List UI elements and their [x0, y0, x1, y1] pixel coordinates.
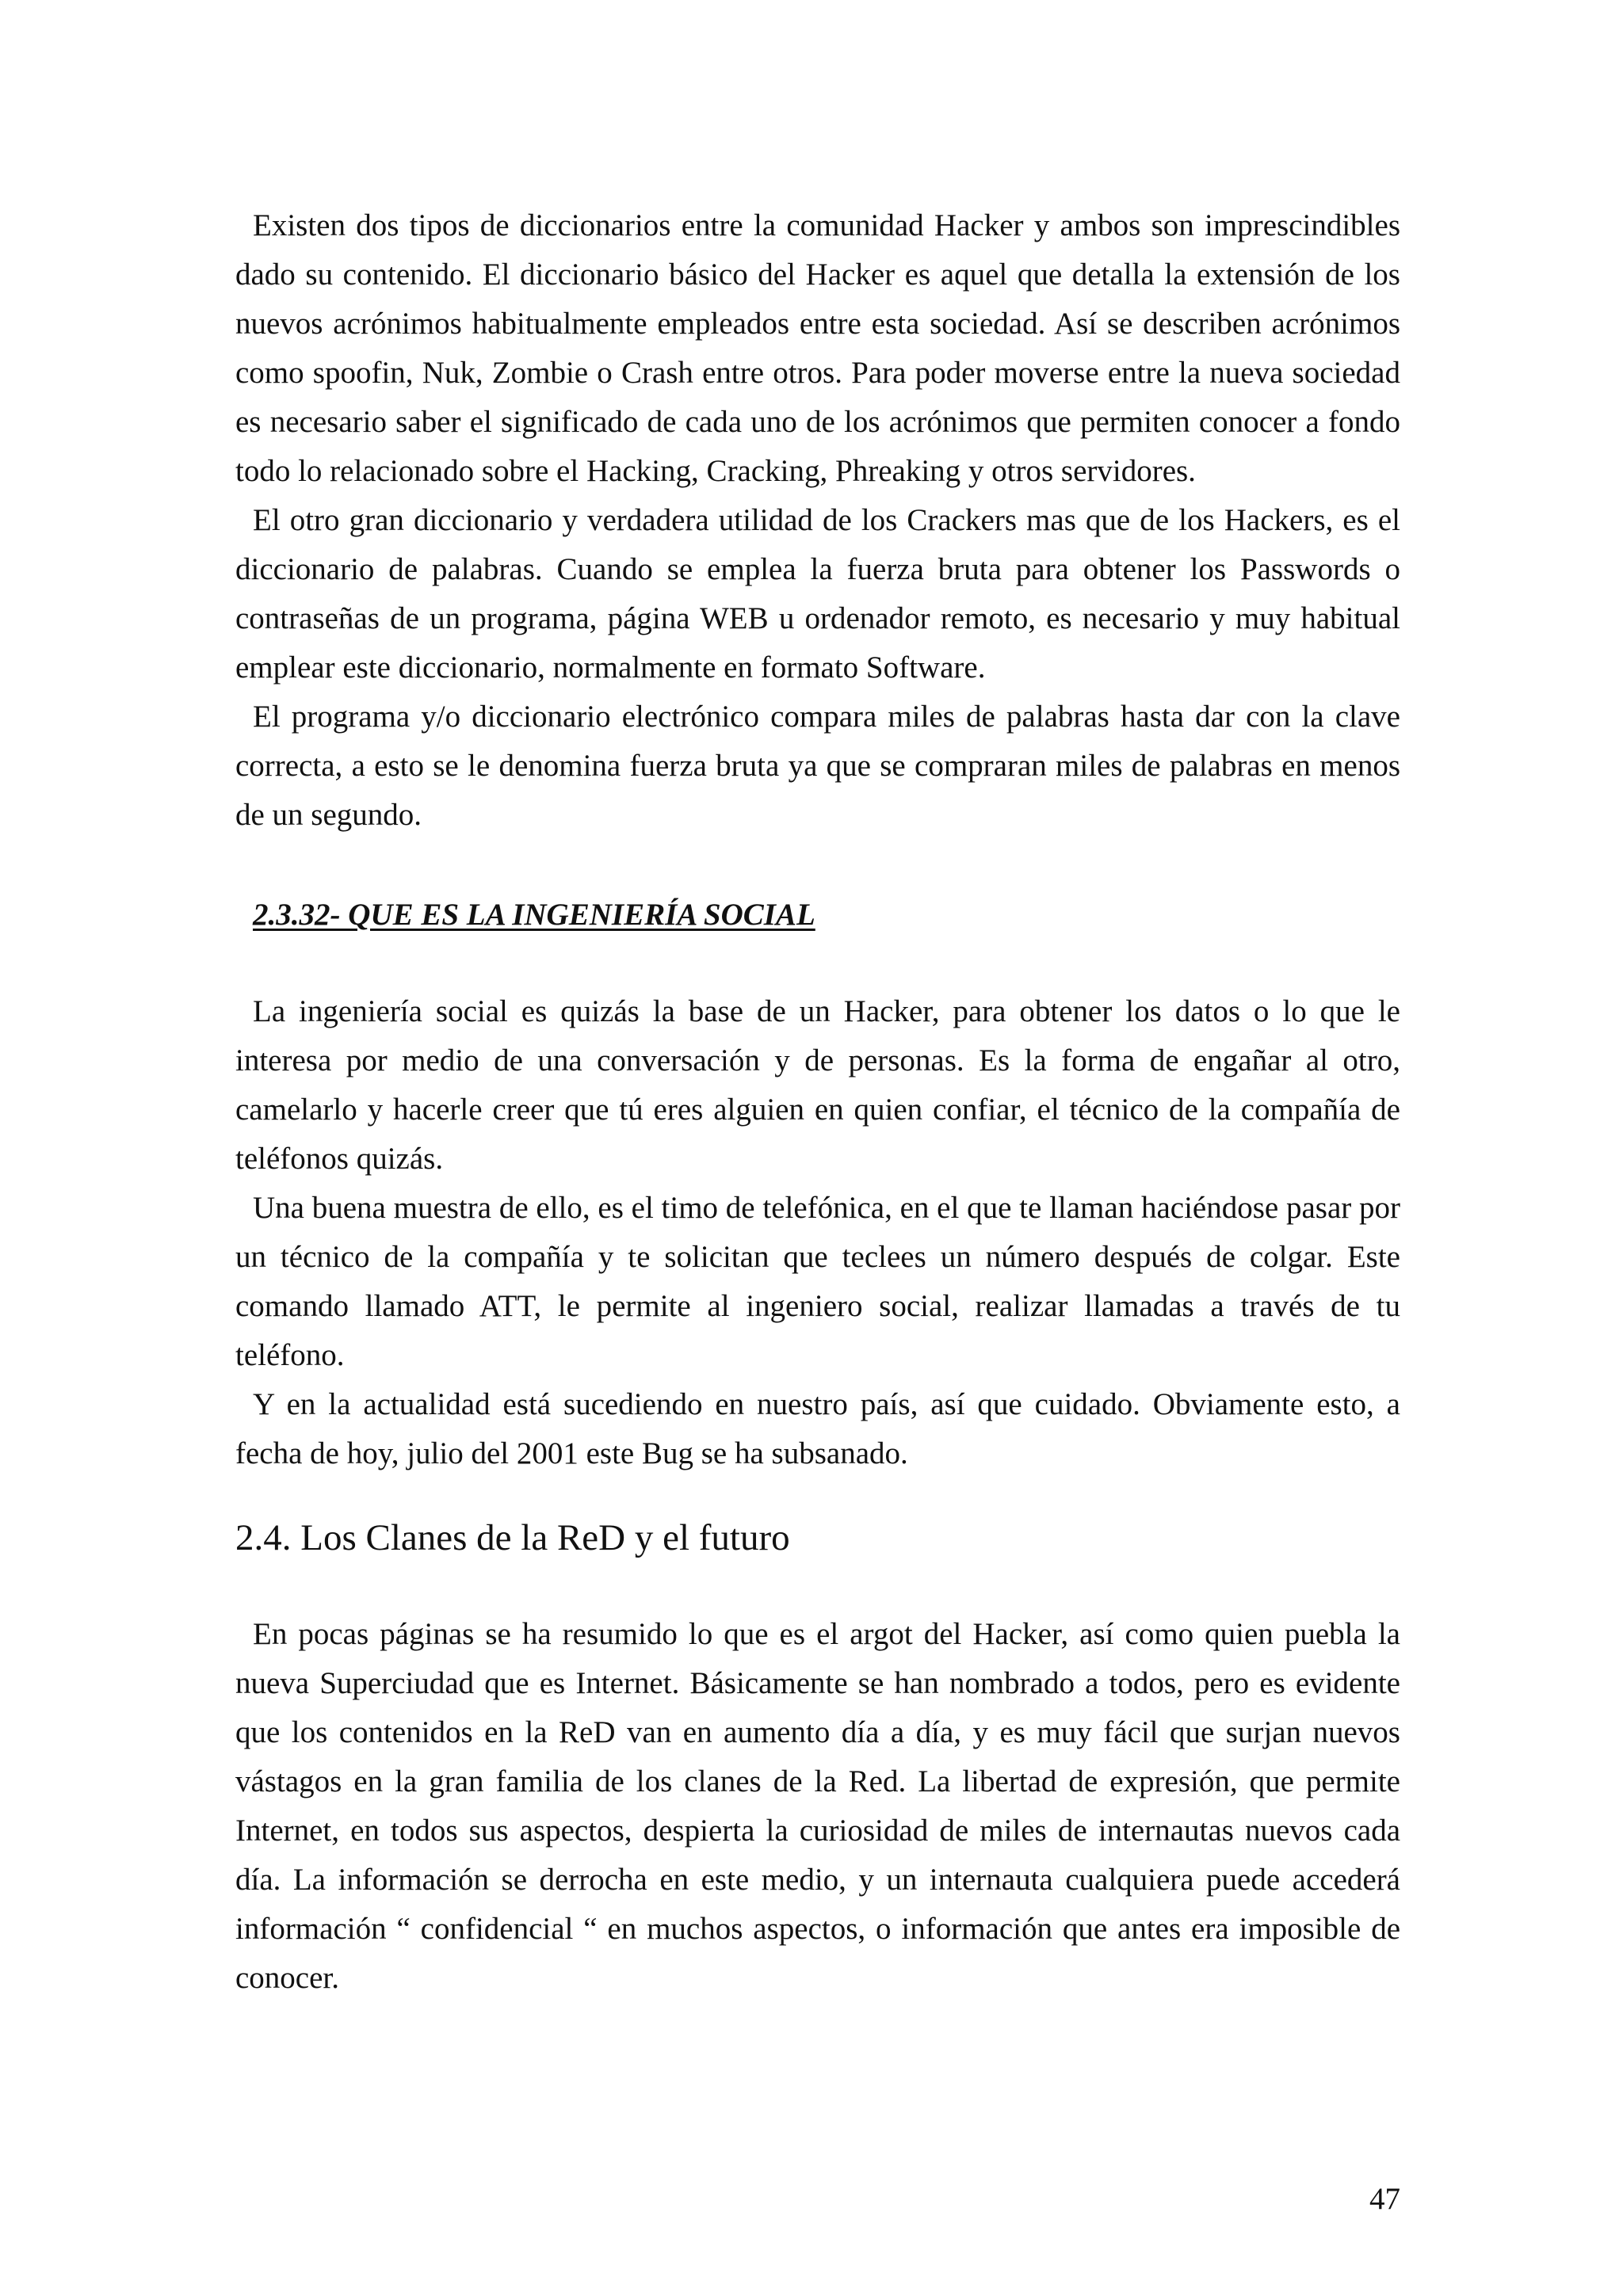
subheading-ingenieria-social: 2.3.32- QUE ES LA INGENIERÍA SOCIAL	[253, 898, 815, 932]
paragraph-fuerza-bruta: El programa y/o diccionario electrónico compara miles de palabras hasta dar con la clave correcta, a esto se le denomina fuerza bruta ya que se compraran miles de palabras en menos de un segundo.	[235, 700, 1400, 832]
spacer	[235, 1562, 1400, 1610]
paragraph-diccionarios-intro: Existen dos tipos de diccionarios entre la comunidad Hacker y ambos son imprescindibles dado su contenido. El diccionario básico del Hacker es aquel que detalla la extensión de los nuevos acrónimos habitualmente empleados entre esta sociedad. Así se describen acrónimos como spoofin, Nuk, Zombie o Crash entre otros. Para poder moverse entre la nueva sociedad es necesario saber el significado de cada uno de los acrónimos que permiten conocer a fondo todo lo relacionado sobre el Hacking, Cracking, Phreaking y otros servidores.	[235, 208, 1400, 488]
page-number: 47	[1369, 2182, 1400, 2216]
spacer	[235, 940, 1400, 987]
paragraph-actualidad: Y en la actualidad está sucediendo en nuestro país, así que cuidado. Obviamente esto, a fecha de hoy, julio del 2001 este Bug se ha subsanado.	[235, 1387, 1400, 1470]
paragraph-ingenieria-social: La ingeniería social es quizás la base de un Hacker, para obtener los datos o lo que le interesa por medio de una conversación y de personas. Es la forma de engañar al otro, camelarlo y hacerle creer que tú eres alguien en quien confiar, el técnico de la compañía de teléfonos quizás.	[235, 994, 1400, 1176]
section-heading-clanes: 2.4. Los Clanes de la ReD y el futuro	[235, 1517, 790, 1558]
spacer	[235, 840, 1400, 891]
page-body	[235, 201, 1400, 2003]
paragraph-timo-telefonica: Una buena muestra de ello, es el timo de telefónica, en el que te llaman haciéndose pasar por un técnico de la compañía y te solicitan que teclees un número después de colgar. Este comando llamado ATT, le permite al ingeniero social, realizar llamadas a través de tu teléfono.	[235, 1191, 1400, 1372]
spacer	[235, 1478, 1400, 1513]
paragraph-clanes-futuro: En pocas páginas se ha resumido lo que es el argot del Hacker, así como quien puebla la nueva Superciudad que es Internet. Básicamente se han nombrado a todos, pero es evidente que los contenidos en la ReD van en aumento día a día, y es muy fácil que surjan nuevos vástagos en la gran familia de los clanes de la Red. La libertad de expresión, que permite Internet, en todos sus aspectos, despierta la curiosidad de miles de internautas nuevos cada día. La información se derrocha en este medio, y un internauta cualquiera puede accederá información “ confidencial “ en muchos aspectos, o información que antes era imposible de conocer.	[235, 1617, 1400, 1995]
paragraph-diccionario-palabras: El otro gran diccionario y verdadera utilidad de los Crackers mas que de los Hackers, es el diccionario de palabras. Cuando se emplea la fuerza bruta para obtener los Passwords o contraseñas de un programa, página WEB u ordenador remoto, es necesario y muy habitual emplear este diccionario, normalmente en formato Software.	[235, 503, 1400, 685]
